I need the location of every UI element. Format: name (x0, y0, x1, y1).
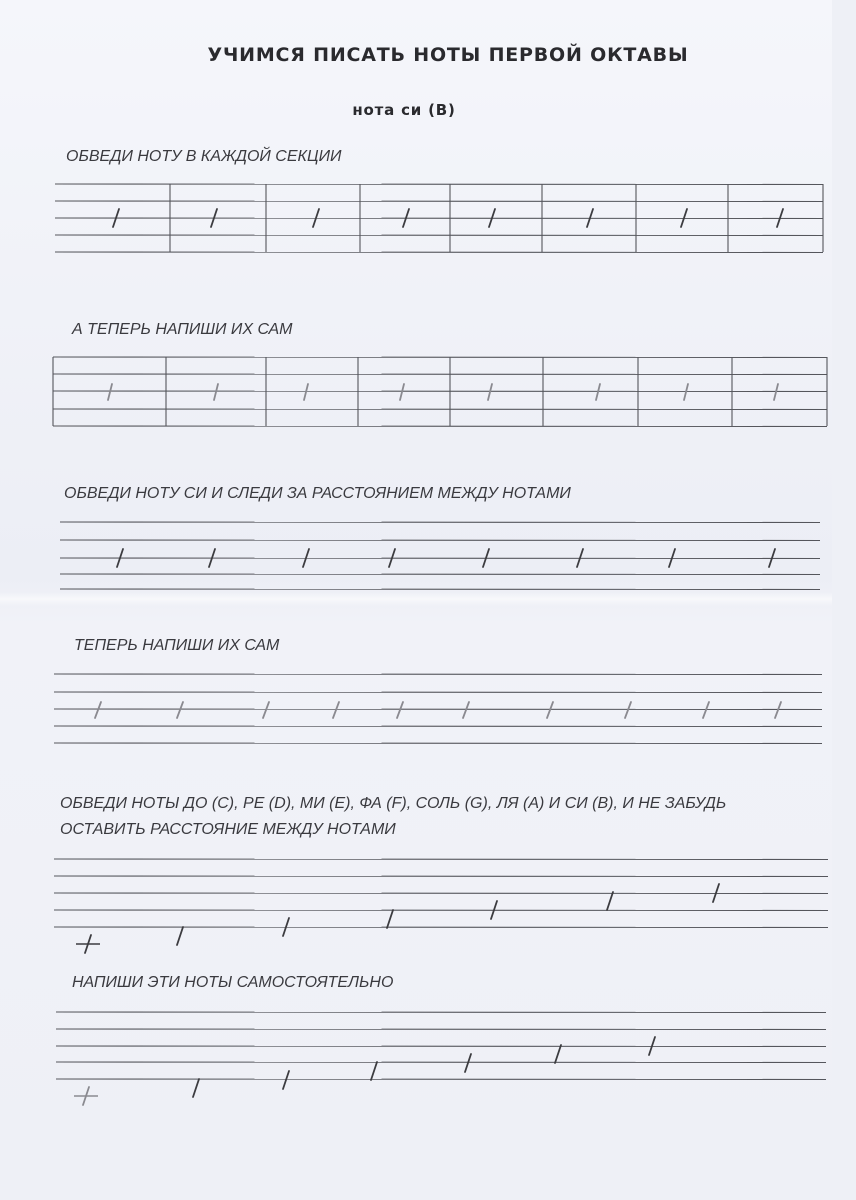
staff-2-line-2 (53, 374, 827, 375)
staff-6-line-1 (56, 1012, 826, 1013)
worksheet-subtitle: нота си (B) (352, 101, 456, 119)
section-2-instruction: А ТЕПЕРЬ НАПИШИ ИХ САМ (72, 321, 293, 338)
staff-2-note-7 (684, 384, 688, 400)
staff-2-note-4 (400, 384, 404, 400)
staff-4-note-8 (625, 702, 631, 718)
section-6-instruction: НАПИШИ ЭТИ НОТЫ САМОСТОЯТЕЛЬНО (72, 974, 394, 991)
staff-4-line-5 (54, 743, 822, 744)
staff-3-line-4 (60, 574, 820, 575)
staff-6-note-A (555, 1045, 561, 1063)
staff-5-line-2 (54, 876, 828, 877)
worksheet-title: УЧИМСЯ ПИСАТЬ НОТЫ ПЕРВОЙ ОКТАВЫ (207, 44, 689, 66)
staff-5-line-5 (54, 927, 828, 928)
staff-3-line-1 (60, 522, 820, 523)
staff-3-line-5 (60, 589, 820, 590)
staff-5-line-3 (54, 893, 828, 894)
staff-4-note-3 (263, 702, 269, 718)
staff-4-note-1 (95, 702, 101, 718)
section-4-instruction: ТЕПЕРЬ НАПИШИ ИХ САМ (74, 637, 280, 654)
staff-4-line-4 (54, 726, 822, 727)
section-5-instruction-line1: ОБВЕДИ НОТЫ ДО (C), РЕ (D), МИ (E), ФА (F), СОЛЬ (G), ЛЯ (A) И СИ (B), И НЕ ЗАБУДЬ (60, 795, 727, 812)
staff-4-note-7 (547, 702, 553, 718)
staff-6-line-3 (56, 1046, 826, 1047)
staff-4-note-2 (177, 702, 183, 718)
staff-2-note-5 (488, 384, 492, 400)
staff-4-note-5 (397, 702, 403, 718)
staff-2-line-5 (53, 426, 827, 427)
staff-4-note-6 (463, 702, 469, 718)
staff-6-line-5 (56, 1079, 826, 1080)
staff-5-line-1 (54, 859, 828, 860)
staff-6-note-E (283, 1071, 289, 1089)
staff-2-note-2 (214, 384, 218, 400)
staff-1-line-5 (55, 252, 823, 253)
staff-2-line-1 (53, 357, 827, 358)
staff-3-line-3 (60, 558, 820, 559)
staff-2-line-3 (53, 391, 827, 392)
staff-2-note-3 (304, 384, 308, 400)
staff-4-note-4 (333, 702, 339, 718)
staff-2-note-6 (596, 384, 600, 400)
staff-3-line-2 (60, 540, 820, 541)
staff-2-note-1 (108, 384, 112, 400)
staff-6-note-G (465, 1054, 471, 1072)
staff-5-note-F (387, 910, 393, 928)
staff-6-line-4 (56, 1062, 826, 1063)
staff-4-note-9 (703, 702, 709, 718)
staff-4-line-2 (54, 692, 822, 693)
staff-5-line-4 (54, 910, 828, 911)
staff-6-note-F (371, 1062, 377, 1080)
staff-6-note-D (193, 1079, 199, 1097)
staff-4-line-1 (54, 674, 822, 675)
staff-5-note-A (607, 892, 613, 910)
section-1-instruction: ОБВЕДИ НОТУ В КАЖДОЙ СЕКЦИИ (66, 148, 342, 165)
section-5-instruction-line2: ОСТАВИТЬ РАССТОЯНИЕ МЕЖДУ НОТАМИ (60, 821, 396, 838)
staff-5-note-D (177, 927, 183, 945)
section-3-instruction: ОБВЕДИ НОТУ СИ И СЛЕДИ ЗА РАССТОЯНИЕМ МЕЖДУ НОТАМИ (64, 485, 571, 502)
staff-6-line-2 (56, 1029, 826, 1030)
staff-2-line-4 (53, 409, 827, 410)
